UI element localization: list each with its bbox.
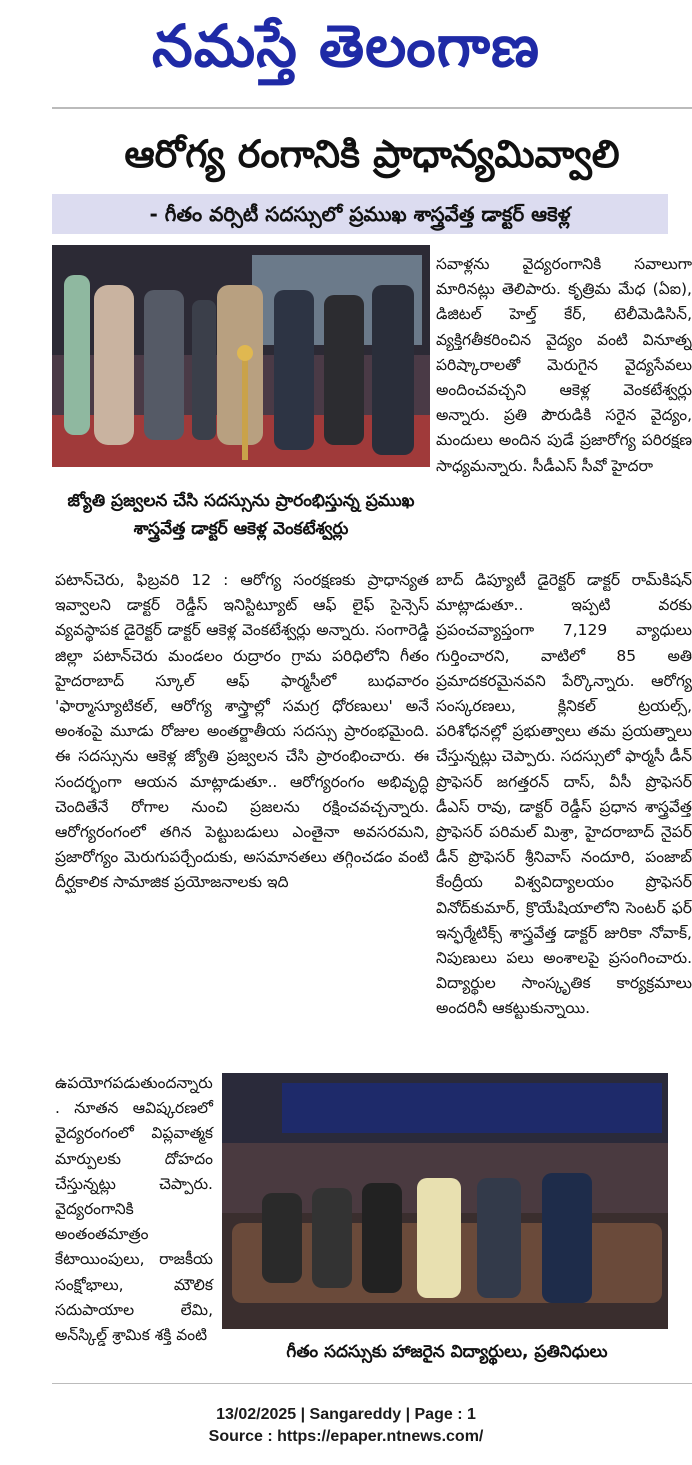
masthead: [0, 0, 692, 106]
lamp-lighting-photo-illustration: [52, 245, 430, 467]
footer-divider: [52, 1383, 692, 1384]
photo-caption-lamp-lighting: జ్యోతి ప్రజ్వలన చేసి సదస్సును ప్రారంభిస్తున్న ప్రముఖ శాస్త్రవేత్త డాక్టర్ ఆకెళ్ల వెంకటేశ్వర్లు: [67, 491, 415, 539]
audience-photo: [222, 1073, 668, 1329]
photo-caption-audience: గీతం సదస్సుకు హాజరైన విద్యార్థులు, ప్రతినిధులు: [286, 1342, 608, 1362]
lamp-lighting-photo: [52, 245, 430, 467]
page-footer: [0, 1404, 692, 1448]
article-column-left-top: పటాన్‌చెరు, ఫిబ్రవరి 12 : ఆరోగ్య సంరక్షణకు ప్రాధాన్యత ఇవ్వాలని డాక్టర్ రెడ్డీస్ ఇనిస్టిట్యూట్ ఆఫ్ లైఫ్ సైన్సెస్ వ్యవస్థాపక డైరెక్టర్ డాక్టర్ ఆకెళ్ల వెంకటేశ్వర్లు అన్నారు. సంగారెడ్డి జిల్లా పటాన్‌చెరు మండలం రుద్రారం గ్రామ పరిధిలోని గీతం హైదరాబాద్ స్కూల్ ఆఫ్ ఫార్మసీలో బుధవారం 'ఫార్మాస్యూటికల్, ఆరోగ్య శాస్త్రాల్లో సమగ్ర ధోరణులు' అనే అంశంపై మూడు రోజుల అంతర్జాతీయ సదస్సు ప్రారంభమైంది. ఈ సదస్సును ఆకెళ్ల జ్యోతి ప్రజ్వలన చేసి ప్రారంభించారు. ఈ సందర్భంగా ఆయన మాట్లాడుతూ.. ఆరోగ్యరంగం అభివృద్ధి చెందితేనే రోగాల నుంచి ప్రజలను రక్షించవచ్చన్నారు. ఆరోగ్యరంగంలో తగిన పెట్టుబడులు ఎంతైనా అవసరమని, ప్రజారోగ్యం మెరుగుపర్చేందుకు, అసమానతలు తగ్గించడం వంటి దీర్ఘకాలిక సామాజిక ప్రయోజనాలకు ఇది: [55, 571, 429, 892]
footer-source-link[interactable]: Source : https://epaper.ntnews.com/: [208, 1428, 484, 1445]
masthead-divider: [52, 107, 692, 109]
article-headline: ఆరోగ్య రంగానికి ప్రాధాన్యమివ్వాలి: [124, 132, 620, 176]
article-column-right-middle: బాద్ డిప్యూటీ డైరెక్టర్ డాక్టర్ రామ్‌కిషన్ మాట్లాడుతూ.. ఇప్పటి వరకు ప్రపంచవ్యాప్తంగా 7,129 వ్యాధులు గుర్తించారని, వాటిలో 85 అతి ప్రమాదకరమైనవని పేర్కొన్నారు. ఆరోగ్య సంస్కరణలు, క్లినికల్ ట్రయల్స్, పరిశోధనల్లో ప్రభుత్వాలు తమ ప్రయత్నాలు చేస్తున్నట్లు చెప్పారు. సదస్సులో ఫార్మసీ డీన్ ప్రొఫెసర్ జగత్తరన్ దాస్, వీసీ ప్రొఫెసర్ డీఎస్ రావు, డాక్టర్ రెడ్డీస్ ప్రధాన శాస్త్రవేత్త ప్రొఫెసర్ పరిమల్ మిశ్రా, హైదరాబాద్ నైపర్ డీన్ ప్రొఫెసర్ శ్రీనివాస్ నందూరి, పంజాబ్ కేంద్రీయ విశ్వవిద్యాలయం ప్రొఫెసర్ వినోద్‌కుమార్, క్రొయేషియాలోని సెంటర్ ఫర్ ఇన్ఫర్మేటిక్స్ శాస్త్రవేత్త డాక్టర్ జురికా నోవాక్, నిపుణులు పలు అంశాలపై ప్రసంగించారు. విద్యార్థుల సాంస్కృతిక కార్యక్రమాలు అందరినీ ఆకట్టుకున్నాయి.: [436, 571, 692, 1018]
article-column-right-top: సవాళ్లను వైద్యరంగానికి సవాలుగా మారినట్లు తెలిపారు. కృత్రిమ మేధ (ఏఐ), డిజిటల్ హెల్త్ కేర్, టెలీమెడిసిన్, వ్యక్తిగతీకరించిన వైద్యం వంటి వినూత్న పరిష్కారాలతో మెరుగైన వైద్యసేవలు అందించవచ్చని ఆకెళ్ల వెంకటేశ్వర్లు అన్నారు. ప్రతి పౌరుడికి సరైన వైద్యం, మందులు అందిన పుడే ప్రజారోగ్య పరిరక్షణ సాధ్యమన్నారు. సీడీఎస్ సీవో హైదరా: [436, 255, 692, 475]
newspaper-logo: నమస్తే తెలంగాణ: [152, 12, 540, 80]
article-column-left-bottom: ఉపయోగపడుతుందన్నారు. నూతన ఆవిష్కరణలో వైద్యరంగంలో విప్లవాత్మక మార్పులకు దోహదం చేస్తున్నట్లు చెప్పారు. వైద్యరంగానికి అంతంతమాత్రం కేటాయింపులు, రాజకీయ సంక్షోభాలు, మౌలిక సదుపాయాల లేమి, అన్‌స్కిల్డ్ శ్రామిక శక్తి వంటి: [55, 1074, 213, 1345]
audience-photo-illustration: [222, 1073, 668, 1329]
article-subheadline: - గీతం వర్సిటీ సదస్సులో ప్రముఖ శాస్త్రవేత్త డాక్టర్ ఆకెళ్ల: [149, 202, 571, 226]
footer-date-edition: 13/02/2025 | Sangareddy | Page : 1: [216, 1406, 476, 1423]
